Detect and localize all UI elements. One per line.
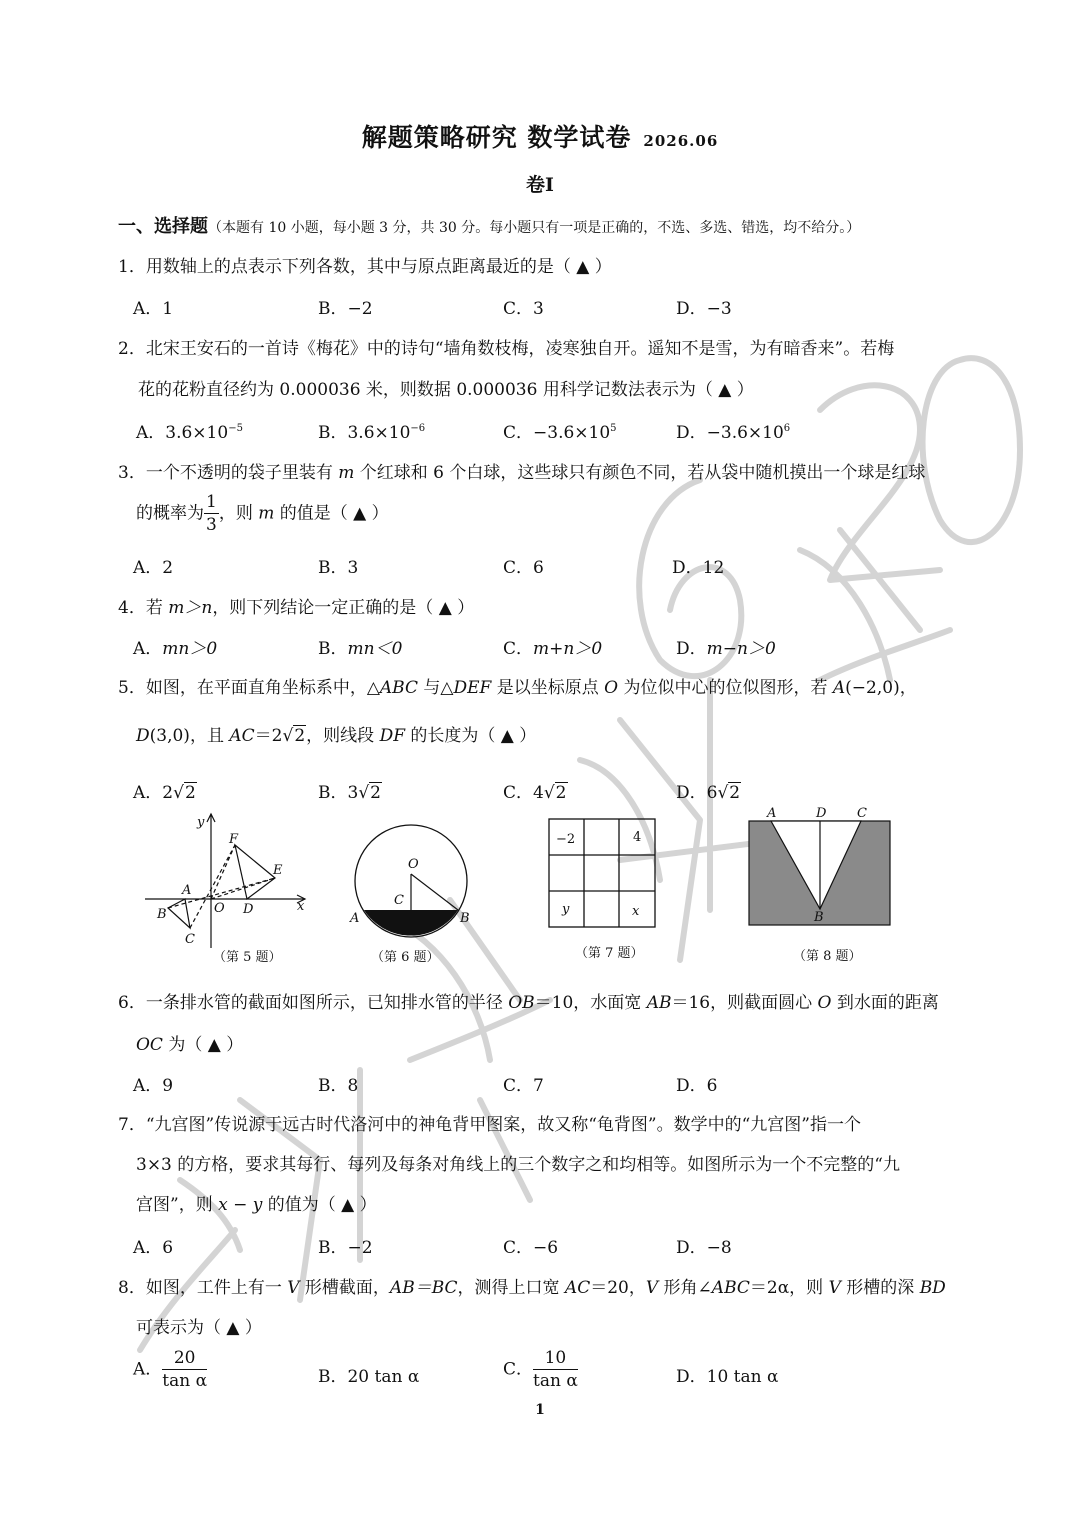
fig6-label-A: A xyxy=(350,911,360,926)
question-7-line3: 宫图”，则 x − y 的值为（ ▲ ） xyxy=(136,1195,377,1215)
question-2-line1: 2．北宋王安石的一首诗《梅花》中的诗句“墙角数枝梅，凌寒独自开。遥知不是雪，为有暗香来”。若梅 xyxy=(118,339,895,359)
fig7-cell-1: −2 xyxy=(556,832,576,847)
figure-7-magic-square xyxy=(548,818,658,930)
fig5-label-C: C xyxy=(185,932,195,947)
fig5-label-A: A xyxy=(182,883,192,898)
q8-option-a: A． $\frac{20}{\text{tan α}}$ xyxy=(133,1348,208,1391)
exam-title xyxy=(0,118,1080,154)
figure-5-caption: （第 5 题） xyxy=(213,950,282,965)
section-note: （本题有 10 小题，每小题 3 分，共 30 分。每小题只有一项是正确的，不选、多选、错选，均不给分。） xyxy=(208,220,861,236)
q5-option-c: C．4√2 xyxy=(503,783,567,803)
question-6-line2: OC 为（ ▲ ） xyxy=(136,1035,244,1055)
title-text: 解题策略研究 数学试卷 xyxy=(361,123,632,152)
fig5-label-O: O xyxy=(214,901,225,916)
question-2-line2: 花的花粉直径约为 0.000036 米，则数据 0.000036 用科学记数法表示为（ ▲ ） xyxy=(138,380,754,400)
q2-option-c: C．$-3.6\times 10^5$ xyxy=(503,423,617,443)
q7-option-b: B．−2 xyxy=(318,1238,373,1258)
q1-option-b: B．−2 xyxy=(318,299,373,319)
q6-option-d: D．6 xyxy=(676,1076,718,1096)
fig5-label-x: x xyxy=(297,899,305,914)
q3-option-a: A．2 xyxy=(133,558,174,578)
q2-option-d: D．$-3.6\times 10^6$ xyxy=(676,423,791,443)
question-7-line2: 3×3 的方格，要求其每行、每列及每条对角线上的三个数字之和均相等。如图所示为一个不完整的“九 xyxy=(136,1155,900,1175)
q7-option-c: C．−6 xyxy=(503,1238,559,1258)
q6-option-b: B．8 xyxy=(318,1076,359,1096)
q5-option-b: B．3√2 xyxy=(318,783,381,803)
fig7-cell-x: x xyxy=(632,904,640,919)
q7-option-d: D．−8 xyxy=(676,1238,732,1258)
fraction-one-third: $\frac{1}{3}$ xyxy=(206,492,217,535)
section-heading xyxy=(118,212,860,238)
q6-option-c: C．7 xyxy=(503,1076,544,1096)
fig5-label-D: D xyxy=(243,902,254,917)
q8-option-b: B．20 tan α xyxy=(318,1367,420,1387)
q2-option-a: A．$3.6\times 10^{-5}$ xyxy=(136,423,243,443)
fig7-cell-3: 4 xyxy=(633,830,642,845)
question-3-line2: 的概率为 $\frac{1}{3}$ ，则 m 的值是（ ▲ ） xyxy=(136,492,389,535)
fig6-label-B: B xyxy=(460,911,470,926)
fig8-label-C: C xyxy=(857,806,867,821)
q3-option-c: C．6 xyxy=(503,558,544,578)
q4-option-c: C．m+n＞0 xyxy=(503,639,603,659)
q5-option-a: A．2√2 xyxy=(133,783,196,803)
question-6-line1: 6．一条排水管的截面如图所示，已知排水管的半径 OB＝10，水面宽 AB＝16，则截面圆心 O 到水面的距离 xyxy=(118,993,939,1013)
question-8-line2: 可表示为（ ▲ ） xyxy=(136,1318,262,1338)
exam-date: 2026.06 xyxy=(643,132,719,150)
fig8-label-A: A xyxy=(767,806,777,821)
fig6-label-O: O xyxy=(408,857,419,872)
question-5-line2: D(3,0)，且 AC＝2√2，则线段 DF 的长度为（ ▲ ） xyxy=(136,726,537,746)
volume-label: 卷Ⅰ xyxy=(526,174,554,196)
figure-8-v-groove xyxy=(745,803,895,928)
fig6-label-C: C xyxy=(394,893,404,908)
q1-option-d: D．−3 xyxy=(676,299,732,319)
figure-8-caption: （第 8 题） xyxy=(793,949,862,964)
q8-option-c: C． $\frac{10}{\text{tan α}}$ xyxy=(503,1348,578,1391)
fig7-cell-y: y xyxy=(562,902,570,917)
question-1: 1．用数轴上的点表示下列各数，其中与原点距离最近的是（ ▲ ） xyxy=(118,257,612,277)
figure-5-coordinate-diagram xyxy=(145,810,315,950)
q1-option-a: A．1 xyxy=(133,299,174,319)
q6-option-a: A．9 xyxy=(133,1076,174,1096)
fig5-label-B: B xyxy=(157,907,167,922)
section-title: 一、选择题 xyxy=(118,216,208,237)
q3-option-d: D．12 xyxy=(672,558,725,578)
q4-option-b: B．mn＜0 xyxy=(318,639,403,659)
fig5-label-E: E xyxy=(273,863,283,878)
fig5-label-F: F xyxy=(229,832,239,847)
q4-option-a: A．mn＞0 xyxy=(133,639,218,659)
figure-6-caption: （第 6 题） xyxy=(371,950,440,965)
q1-option-c: C．3 xyxy=(503,299,544,319)
question-3-line1: 3．一个不透明的袋子里装有 m 个红球和 6 个白球，这些球只有颜色不同，若从袋中随机摸出一个球是红球 xyxy=(118,463,926,483)
q3-option-b: B．3 xyxy=(318,558,359,578)
figure-7-caption: （第 7 题） xyxy=(575,946,644,961)
fig8-label-B: B xyxy=(814,910,824,925)
page-number: 1 xyxy=(535,1402,545,1418)
question-4: 4．若 m＞n，则下列结论一定正确的是（ ▲ ） xyxy=(118,598,475,618)
q4-option-d: D．m−n＞0 xyxy=(676,639,776,659)
question-7-line1: 7．“九宫图”传说源于远古时代洛河中的神龟背甲图案，故又称“龟背图”。数学中的“九宫图”指一个 xyxy=(118,1115,861,1135)
q2-option-b: B．$3.6\times 10^{-6}$ xyxy=(318,423,426,443)
figure-6-circle-diagram xyxy=(348,818,478,948)
q8-option-d: D．10 tan α xyxy=(676,1367,779,1387)
question-5-line1: 5．如图，在平面直角坐标系中，△ABC 与△DEF 是以坐标原点 O 为位似中心的位似图形，若 A(−2,0)， xyxy=(118,678,917,698)
question-8-line1: 8．如图，工件上有一 V 形槽截面，AB＝BC，测得上口宽 AC＝20，V 形角∠ABC＝2α，则 V 形槽的深 BD xyxy=(118,1278,946,1298)
q5-option-d: D．6√2 xyxy=(676,783,741,803)
fig8-label-D: D xyxy=(816,806,827,821)
fig5-label-y: y xyxy=(197,815,205,830)
q7-option-a: A．6 xyxy=(133,1238,174,1258)
